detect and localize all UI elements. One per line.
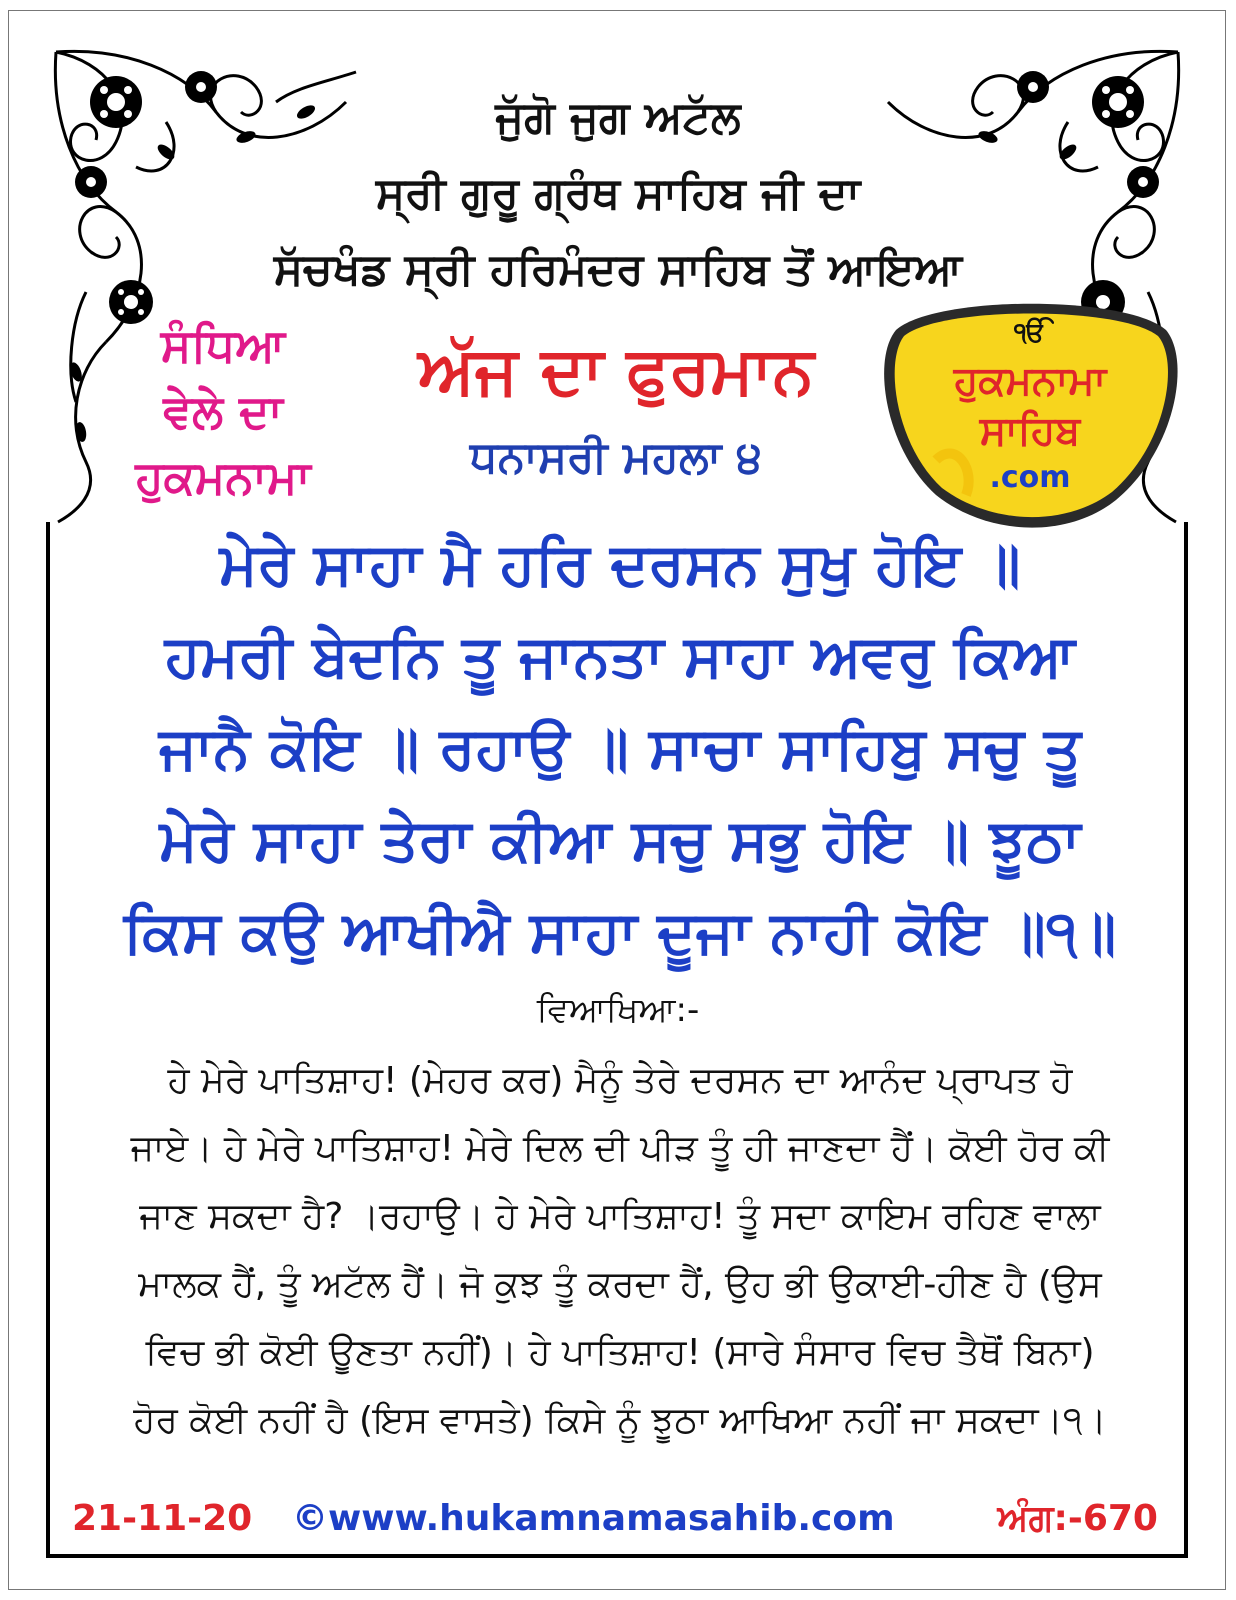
gurbani-line-4: ਮੇਰੇ ਸਾਹਾ ਤੇਰਾ ਕੀਆ ਸਚੁ ਸਭੁ ਹੋਇ ॥ ਝੂਠਾ [159, 806, 1081, 874]
page-title: ਅੱਜ ਦਾ ਫੁਰਮਾਨ [418, 332, 814, 409]
gurbani-line-1: ਮੇਰੇ ਸਾਹਾ ਮੈ ਹਰਿ ਦਰਸਨ ਸੁਖੁ ਹੋਇ ॥ [219, 530, 1021, 598]
logo-line-2: ਸਾਹਿਬ [979, 408, 1081, 454]
gurbani-line-2: ਹਮਰੀ ਬੇਦਨਿ ਤੂ ਜਾਨਤਾ ਸਾਹਾ ਅਵਰੁ ਕਿਆ [164, 622, 1076, 690]
footer-ang: ਅੰਗ:-670 [997, 1498, 1158, 1539]
logo-suffix: .com [989, 460, 1071, 495]
gurbani-line-3: ਜਾਨੈ ਕੋਇ ॥ ਰਹਾਉ ॥ ਸਾਚਾ ਸਾਹਿਬੁ ਸਚੁ ਤੂ [159, 714, 1081, 782]
footer-website: ©www.hukamnamasahib.com [292, 1498, 895, 1539]
header-line-1: ਜੁੱਗੋ ਜੁਗ ਅਟੱਲ [495, 92, 741, 143]
side-label-line-2: ਵੇਲੇ ਦਾ [163, 384, 283, 438]
logo-line-1: ਹੁਕਮਨਾਮਾ [953, 358, 1107, 404]
raag-heading: ਧਨਾਸਰੀ ਮਹਲਾ ੪ [470, 432, 762, 483]
vyakhya-line-6: ਹੋਰ ਕੋਈ ਨਹੀਂ ਹੈ (ਇਸ ਵਾਸਤੇ) ਕਿਸੇ ਨੂੰ ਝੂਠਾ ਆਖਿਆ ਨਹੀਂ ਜਾ ਸਕਦਾ।੧। [133, 1400, 1107, 1441]
gurbani-line-5: ਕਿਸ ਕਉ ਆਖੀਐ ਸਾਹਾ ਦੂਜਾ ਨਾਹੀ ਕੋਇ ॥੧॥ [123, 898, 1117, 966]
site-logo [876, 300, 1184, 530]
vyakhya-line-5: ਵਿਚ ਭੀ ਕੋਈ ਊਣਤਾ ਨਹੀਂ)। ਹੇ ਪਾਤਿਸ਼ਾਹ! (ਸਾਰੇ ਸੰਸਾਰ ਵਿਚ ਤੈਥੋਂ ਬਿਨਾ) [145, 1332, 1095, 1373]
header-line-2: ਸ੍ਰੀ ਗੁਰੂ ਗ੍ਰੰਥ ਸਾਹਿਬ ਜੀ ਦਾ [375, 168, 861, 219]
vyakhya-heading: ਵਿਆਖਿਆ:- [536, 990, 700, 1030]
header-line-3: ਸੱਚਖੰਡ ਸ੍ਰੀ ਹਰਿਮੰਦਰ ਸਾਹਿਬ ਤੋਂ ਆਇਆ [273, 244, 963, 295]
vyakhya-line-3: ਜਾਣ ਸਕਦਾ ਹੈ? ।ਰਹਾਉ। ਹੇ ਮੇਰੇ ਪਾਤਿਸ਼ਾਹ! ਤੂੰ ਸਦਾ ਕਾਇਮ ਰਹਿਣ ਵਾਲਾ [139, 1196, 1101, 1237]
vyakhya-line-1: ਹੇ ਮੇਰੇ ਪਾਤਿਸ਼ਾਹ! (ਮੇਹਰ ਕਰ) ਮੈਨੂੰ ਤੇਰੇ ਦਰਸਨ ਦਾ ਆਨੰਦ ਪ੍ਰਾਪਤ ਹੋ [167, 1060, 1073, 1101]
vyakhya-line-4: ਮਾਲਕ ਹੈਂ, ਤੂੰ ਅਟੱਲ ਹੈਂ। ਜੋ ਕੁਝ ਤੂੰ ਕਰਦਾ ਹੈਂ, ਉਹ ਭੀ ਉਕਾਈ-ਹੀਣ ਹੈ (ਉਸ [138, 1264, 1102, 1305]
logo-ek-onkar: ੴ [1014, 318, 1046, 348]
side-label-line-3: ਹੁਕਮਨਾਮਾ [135, 450, 311, 504]
footer-date: 21-11-20 [72, 1498, 253, 1539]
vyakhya-line-2: ਜਾਏ। ਹੇ ਮੇਰੇ ਪਾਤਿਸ਼ਾਹ! ਮੇਰੇ ਦਿਲ ਦੀ ਪੀੜ ਤੂੰ ਹੀ ਜਾਣਦਾ ਹੈਂ। ਕੋਈ ਹੋਰ ਕੀ [130, 1128, 1110, 1169]
side-label-line-1: ਸੰਧਿਆ [160, 318, 286, 372]
